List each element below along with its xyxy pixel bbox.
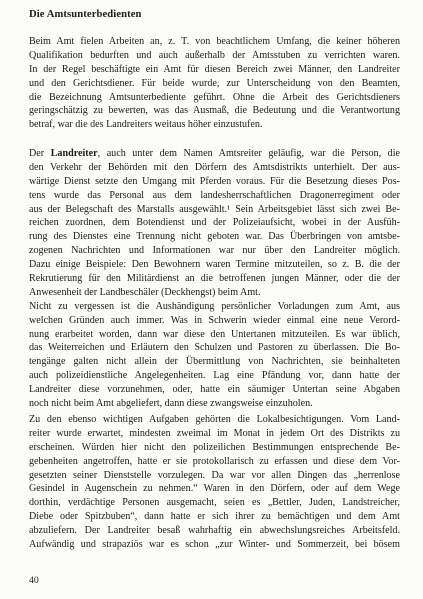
text-line: gesetzten seiner Dienststelle vorzulegen. Da war vor allen Dingen das „herrenlose (29, 469, 400, 481)
text-line: Nicht zu vergessen ist die Aushändigung persönlicher Vorladungen zum Amt, aus (29, 300, 400, 312)
text-line: den Verkehr der Behörden mit den Dörfern des Amtsdistrikts unterhielt. Der aus- (29, 161, 400, 173)
paragraph-intro (29, 35, 400, 132)
text-line: dorthin, verdächtige Personen ausgemacht, seien es „Bettler, Juden, Landstreicher, (29, 497, 400, 509)
text-line: Anwesenheit der Landbeschäler (Deckhengst) beim Amt. (29, 286, 261, 298)
term-landreiter: Landreiter (50, 148, 98, 159)
text-line: Rekrutierung für den Militärdienst an die betroffenen jungen Männer, oder die der (29, 273, 400, 285)
text-line: Aufwändig und strapaziös war es schon „zur Winter- und Sommerzeit, bei bösem (29, 539, 400, 551)
text-line: betraf, war die des Landreiters weitaus höher einzustufen. (29, 119, 263, 131)
text-line: reiter wurde erwartet, mindesten zweimal im Monat in jedem Ort des Distrikts zu (29, 427, 400, 439)
text-line: Gesindel in Augenschein zu nehmen.“ Waren in den Dörfern, oder auf dem Wege (29, 483, 400, 495)
text-line: Landreiter diese vorzunehmen, oder, hatte ein säumiger Untertan seine Abgaben (29, 384, 400, 396)
text-line (29, 147, 400, 161)
text-line: noch nicht beim Amt abgeliefert, dann diese zwangsweise einzuholen. (29, 398, 313, 410)
text-line: wärtige Dienst setzte den Umgang mit Pferden voraus. Für die Besetzung dieses Pos- (29, 175, 400, 187)
page-number: 40 (29, 575, 39, 586)
text-line: das Weiterreichen und Erläutern den Schulzen und Pastoren zu überlassen. Die Bo- (29, 342, 400, 354)
text-line: zogenen Nachrichten und Informationen war nur über den Landreiter möglich. (29, 245, 400, 257)
text-line: welchen Gründen auch immer. Was in Schwerin wieder einmal eine neue Verord- (29, 314, 400, 326)
text-line: Zu den ebenso wichtigen Aufgaben gehörten die Lokalbesichtigungen. Vom Land- (29, 414, 400, 425)
text-line: die Bezeichnung Amtsunterbediente geführt. Ohne die Arbeit des Gerichtsdieners (29, 91, 400, 103)
text-line: Qualifikation bedurften und auch außerhalb der Amtsstuben zu verrichten waren. (29, 49, 400, 61)
text-line: reichen zuordnen, dem Botendienst und der Polizeiaufsicht, wobei in der Ausfüh- (29, 217, 400, 229)
text-line: gebenheiten angetroffen, hatte er sie protokollarisch zu erfassen und diese dem Vor- (29, 455, 400, 467)
text-fragment: , auch unter dem Namen Amtsreiter geläufig, war die Person, die (97, 148, 400, 159)
text-line: Diebe oder Spitzbuben“, dann hatte er sich ihrer zu bemächtigen und dem Amt (29, 511, 400, 523)
text-line: In der Regel beschäftigte ein Amt für diesen Bereich zwei Männer, den Landreiter (29, 63, 400, 75)
text-line: auch polizeidienstliche Angelegenheiten. Lag eine Pfändung vor, dann hatte der (29, 370, 400, 382)
text-line: und den Gerichtsdiener. Für beide wurde, zur Unterscheidung von den Beamten, (29, 77, 400, 89)
text-line: abzuliefern. Der Landreiter besaß wahrhaftig ein abwechslungsreiches Arbeitsfeld. (29, 525, 400, 537)
section-heading: Die Amtsunterbedienten (29, 9, 142, 20)
text-line: tens wurde das Personal aus dem landesherrschaftlichen Dragonerregiment oder (29, 189, 400, 201)
paragraph-landreiter (29, 147, 400, 411)
text-line: rung des Dienstes eine Trennung nicht geboten war. Das Überbringen von amtsbe- (29, 231, 400, 243)
text-line: tengänge galten nicht allein der Übermittlung von Nachrichten, sie beinhalteten (29, 356, 400, 368)
paragraph-lokalbesichtigungen (29, 413, 400, 552)
text-line: erscheinen. Würden hier nicht den polizeilichen Bestimmungen entsprechende Be- (29, 441, 400, 453)
text-fragment: Der (29, 148, 51, 159)
text-line: Beim Amt fielen Arbeiten an, z. T. von beachtlichem Umfang, die keiner höheren (29, 36, 400, 47)
text-line: Dazu einige Beispiele: Den Bewohnern waren Termine mitzuteilen, so z. B. die der (29, 259, 400, 271)
text-line: geringschätzig zu bewerten, was das Ausmaß, die Bedeutung und die Verantwortung (29, 105, 400, 117)
text-line: aus der Belegschaft des Marstalls ausgewählt.¹ Sein Arbeitsgebiet lässt sich zwei Be- (29, 203, 400, 215)
text-line: nung erarbeitet worden, dann war diese den Untertanen mitzuteilen. Es war üblich, (29, 328, 400, 340)
